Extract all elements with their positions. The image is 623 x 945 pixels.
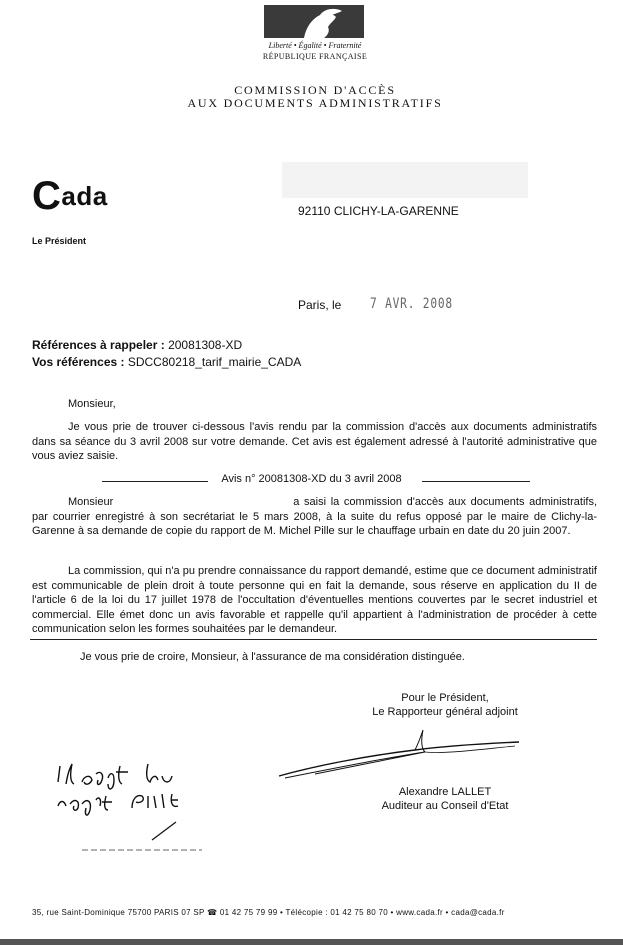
republic-name: RÉPUBLIQUE FRANÇAISE bbox=[262, 52, 368, 61]
marianne-logo bbox=[264, 5, 364, 38]
scan-bottom-edge bbox=[0, 939, 623, 945]
commission-heading bbox=[140, 84, 490, 110]
signatory-for bbox=[330, 691, 560, 719]
commission-line-2: AUX DOCUMENTS ADMINISTRATIFS bbox=[187, 96, 443, 110]
closing-formula: Je vous prie de croire, Monsieur, à l'assurance de ma considération distinguée. bbox=[80, 651, 465, 663]
intro-paragraph: Je vous prie de trouver ci-dessous l'avis rendu par la commission d'accès aux documents administratifs dans sa séance du 3 avril 2008 sur votre demande. Cet avis est également adressé à l'autorité administrative que vous aviez saisie. bbox=[32, 421, 597, 462]
note-underline bbox=[152, 822, 176, 840]
note-line-2 bbox=[58, 794, 178, 815]
date-label: Paris, le bbox=[298, 298, 342, 312]
redacted-address bbox=[282, 162, 528, 198]
note-line-1 bbox=[58, 764, 172, 789]
your-reference-value: SDCC80218_tarif_mairie_CADA bbox=[127, 355, 302, 369]
handwritten-signature bbox=[275, 728, 525, 793]
sender-role: Le Président bbox=[32, 236, 87, 246]
signatory-identity bbox=[330, 785, 560, 813]
recipient-city: 92110 CLICHY-LA-GARENNE bbox=[298, 204, 459, 218]
avis-paragraph-2: La commission, qui n'a pu prendre connaissance du rapport demandé, estime que ce document administratif est communicable de plein droit à toute personne qui en fait la demande, sous réserve en application du II de l'article 6 de la loi du 17 juillet 1978 de l'occultation d'éventuelles mentions couvertes par le secret industriel et commercial. Elle émet donc un avis favorable et rappelle qu'il appartient à l'administration de procéder à cette communication selon les formes souhaitées par le demandeur. bbox=[32, 565, 597, 635]
references-block bbox=[32, 337, 301, 371]
signature-stroke bbox=[275, 728, 525, 788]
cada-logo-initial: C bbox=[32, 174, 62, 218]
footer-address: 35, rue Saint-Dominique 75700 PARIS 07 SP ☎ 01 42 75 79 99 • Télécopie : 01 42 75 80 70 • www.cada.fr • cada@cada.fr bbox=[32, 908, 505, 917]
signatory-for-line-1: Pour le Président, bbox=[401, 692, 489, 704]
handwritten-note-scribble bbox=[52, 760, 212, 855]
avis-title: Avis n° 20081308-XD du 3 avril 2008 bbox=[221, 473, 402, 485]
commission-line-1: COMMISSION D'ACCÈS bbox=[234, 83, 396, 97]
your-reference bbox=[32, 354, 301, 371]
your-reference-label: Vos références : bbox=[32, 355, 125, 369]
avis-rule-right bbox=[422, 481, 530, 482]
signatory-for-line-2: Le Rapporteur général adjoint bbox=[372, 706, 518, 718]
our-reference-label: Références à rappeler : bbox=[32, 338, 165, 352]
date-stamp: 7 AVR. 2008 bbox=[370, 296, 453, 312]
avis-paragraph-1 bbox=[32, 495, 597, 539]
avis-p1-rest: a saisi la commission d'accès aux documents administratifs, par courrier enregistré à son secrétariat le 5 mars 2008, à la suite du refus opposé par le maire de Clichy-la-Garenne à sa demande de copie du rapport de M. Michel Pille sur le chauffage urbain en date du 20 juin 2007. bbox=[32, 496, 597, 537]
avis-p1-start: Monsieur bbox=[68, 496, 114, 508]
salutation: Monsieur, bbox=[68, 398, 116, 410]
closing-rule bbox=[30, 639, 597, 640]
handwritten-note bbox=[52, 760, 212, 860]
signatory-name: Alexandre LALLET bbox=[398, 786, 492, 798]
marianne-profile-icon bbox=[264, 5, 364, 38]
signatory-title: Auditeur au Conseil d'Etat bbox=[381, 800, 509, 812]
cada-logo bbox=[32, 170, 108, 218]
our-reference bbox=[32, 337, 301, 354]
cada-logo-rest: ada bbox=[61, 181, 108, 211]
republic-motto: Liberté • Égalité • Fraternité bbox=[268, 41, 362, 50]
our-reference-value: 20081308-XD bbox=[168, 338, 243, 352]
